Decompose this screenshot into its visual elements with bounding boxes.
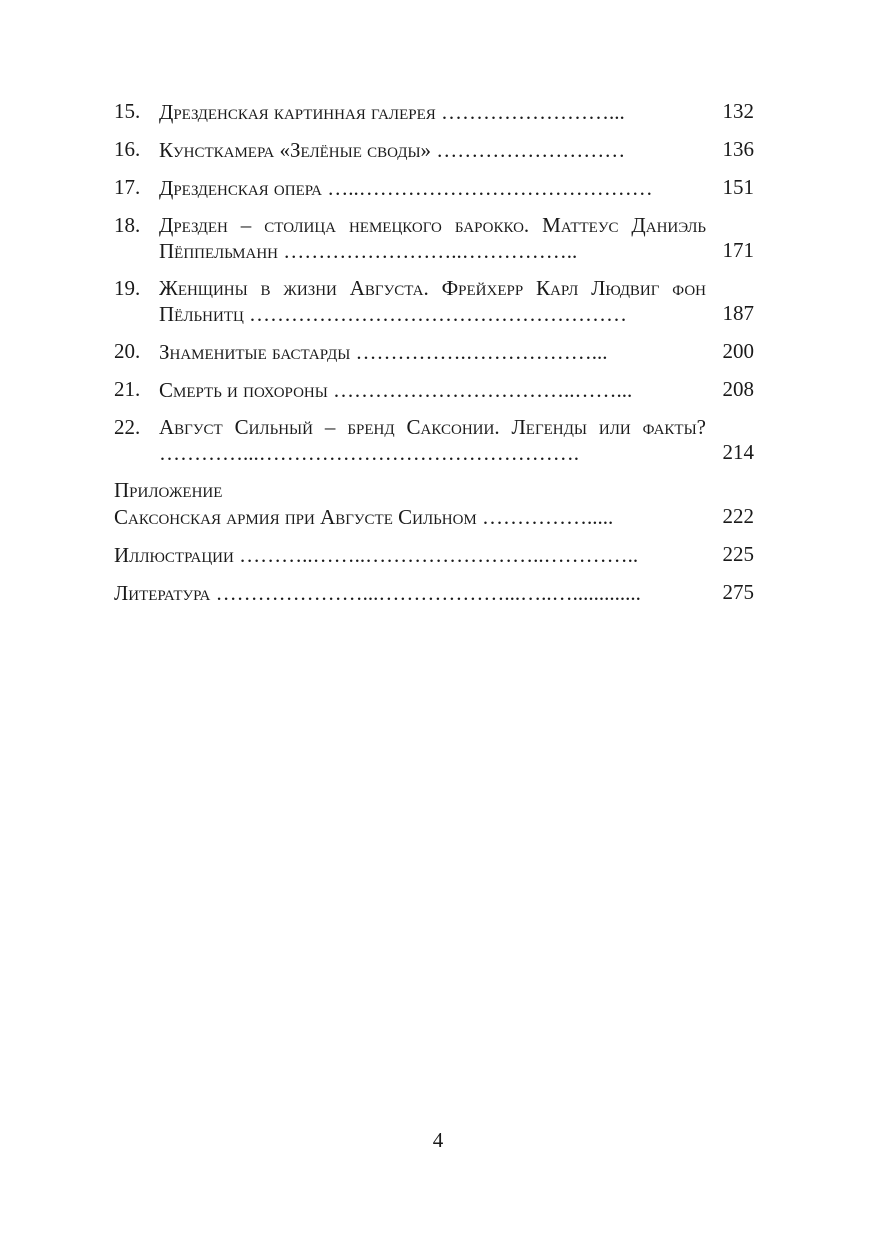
entry-page: 171: [722, 238, 754, 262]
literature-page: 275: [722, 580, 754, 604]
entry-number: 18.: [114, 213, 141, 237]
entry-number: 20.: [114, 339, 141, 363]
entry-title: Дрезденская опера …..……………………………………: [159, 176, 653, 200]
toc-literature: [114, 579, 754, 606]
entry-page: 214: [722, 440, 754, 464]
entry-page: 187: [722, 301, 754, 325]
appendix-heading: Приложение: [114, 478, 223, 502]
toc-appendix: [114, 477, 754, 530]
toc-entry-17: [114, 174, 754, 201]
illustrations-page: 225: [722, 542, 754, 566]
entry-page: 200: [722, 339, 754, 363]
entry-number: 16.: [114, 137, 141, 161]
literature-title: Литература …………………...………………...…..….............: [114, 581, 641, 605]
entry-number: 17.: [114, 175, 141, 199]
entry-page: 132: [722, 99, 754, 123]
entry-page: 151: [722, 175, 754, 199]
appendix-entry: [114, 503, 754, 530]
entry-title: Смерть и похороны ……………………………..……...: [159, 378, 633, 402]
entry-title: Кунсткамера «Зелёные своды» ………………………: [159, 138, 626, 162]
appendix-title: Саксонская армия при Августе Сильном …………….....: [114, 505, 614, 529]
entry-page: 136: [722, 137, 754, 161]
entry-number: 21.: [114, 377, 141, 401]
toc-entry-15: [114, 98, 754, 125]
entry-page: 208: [722, 377, 754, 401]
toc-entry-20: [114, 338, 754, 365]
entry-title: Дрезден – столица немецкого барокко. Маттеус Даниэль Пёппельманн ……………………..……………..: [159, 213, 706, 263]
entry-number: 19.: [114, 276, 141, 300]
toc-entry-18: [114, 212, 754, 264]
toc-entry-22: [114, 414, 754, 466]
entry-number: 15.: [114, 99, 141, 123]
appendix-page: 222: [722, 504, 754, 528]
entry-title: Знаменитые бастарды …………….………………...: [159, 340, 608, 364]
illustrations-title: Иллюстрации ………..……..……………………..…………..: [114, 543, 639, 567]
toc-entry-21: [114, 376, 754, 403]
entry-title: Дрезденская картинная галерея ……………………...: [159, 100, 625, 124]
entry-number: 22.: [114, 415, 141, 439]
entry-title: Женщины в жизни Августа. Фрейхерр Карл Людвиг фон Пёльнитц ………………………………………………: [159, 276, 706, 326]
table-of-contents: [114, 98, 754, 617]
entry-title: Август Сильный – бренд Саксонии. Легенды или факты? …………...……………………………………….: [159, 415, 706, 465]
page-number: 4: [432, 1128, 444, 1152]
toc-entry-16: [114, 136, 754, 163]
toc-entry-19: [114, 275, 754, 327]
toc-illustrations: [114, 541, 754, 568]
